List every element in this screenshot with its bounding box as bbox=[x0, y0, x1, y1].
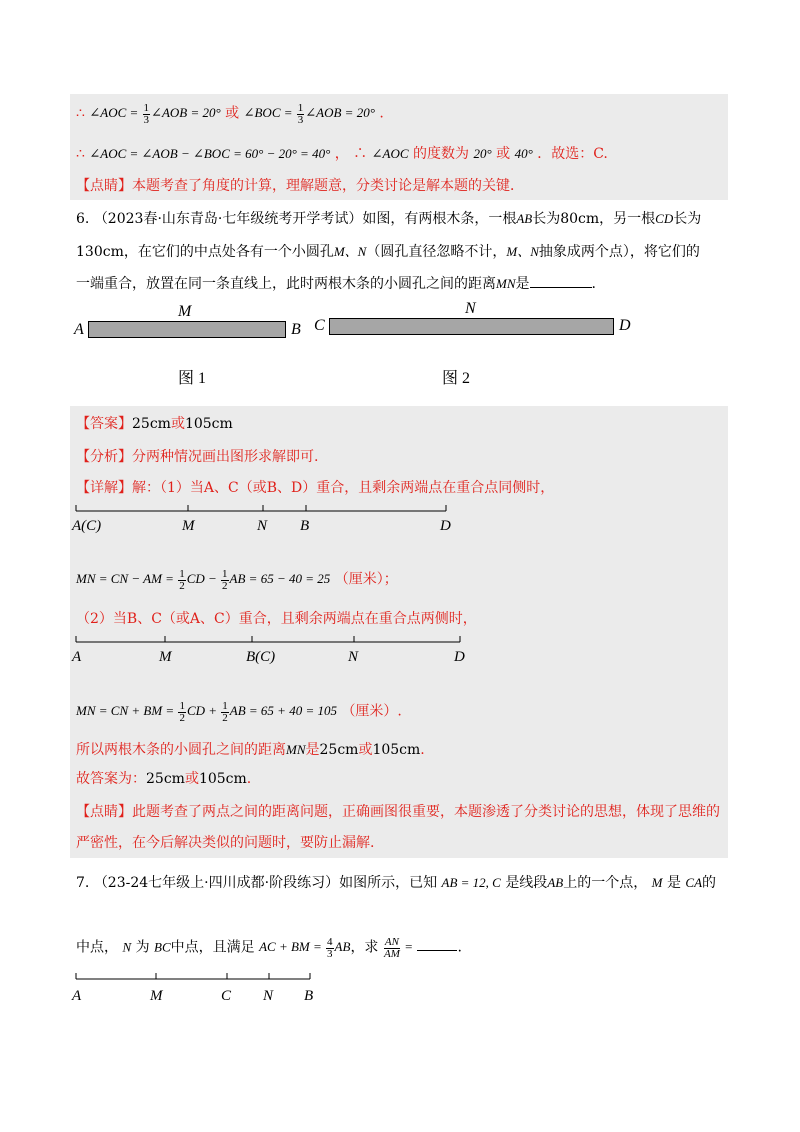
segment: AB bbox=[516, 211, 533, 226]
point-label: B(C) bbox=[246, 649, 276, 665]
given: AB = 12, C bbox=[441, 875, 501, 890]
answer-tag: 【答案】 bbox=[76, 416, 132, 432]
fig2-caption: 图 2 bbox=[442, 370, 471, 387]
point-label: B bbox=[300, 518, 310, 534]
ratio: $\frac{AN}{AM}$ = bbox=[383, 936, 413, 960]
equation: ∠AOC = ∠AOB − ∠BOC = 60° − 20° = 40° bbox=[89, 146, 331, 161]
segment: MN bbox=[286, 742, 306, 757]
equation: MN = CN − AM = $\frac{1}{2}$ CD − $\frac{1}{2}$ AB = 65 − 40 = 25 bbox=[76, 568, 331, 592]
note-line-1 bbox=[76, 802, 720, 822]
or-word: 或 bbox=[358, 742, 373, 758]
value: 25cm bbox=[319, 742, 359, 758]
value: 25cm bbox=[132, 416, 171, 432]
text: （23-24七年级上·四川成都·阶段练习）如图所示，已知 bbox=[93, 875, 438, 891]
value: 105cm bbox=[184, 416, 233, 432]
segment-diagram-q7 bbox=[70, 970, 330, 1006]
text: ，在它们的中点处各有一个小圆孔 bbox=[123, 244, 334, 260]
text: 抽象成两个点），将它们的 bbox=[538, 244, 700, 260]
final-answer-line bbox=[76, 769, 251, 789]
point-label: B bbox=[304, 988, 314, 1004]
therefore-symbol: ∴ bbox=[76, 146, 85, 162]
analysis-tag: 【分析】 bbox=[76, 449, 132, 465]
equation-case2 bbox=[76, 701, 402, 724]
point-label: D bbox=[454, 649, 465, 665]
fig2-label-d: D bbox=[619, 317, 631, 334]
equation: MN = CN + BM = $\frac{1}{2}$ CD + $\frac{1}{2}$ AB = 65 + 40 = 105 bbox=[76, 700, 337, 724]
q7-line-1 bbox=[76, 873, 716, 893]
text: ，求 bbox=[350, 939, 379, 956]
punct: . bbox=[246, 771, 252, 787]
value: 40° bbox=[514, 146, 533, 161]
detail-tag: 【详解】 bbox=[76, 480, 132, 496]
text: （圆孔直径忽略不计， bbox=[366, 244, 507, 260]
point-label: N bbox=[348, 649, 359, 665]
fig2-label-c: C bbox=[314, 317, 325, 334]
or-word: 或 bbox=[170, 416, 185, 432]
equation-case1 bbox=[76, 569, 398, 592]
fig1-label-a: A bbox=[74, 321, 84, 338]
segment: CA bbox=[685, 875, 703, 890]
point-label: M bbox=[182, 518, 195, 534]
note-line-2: 严密性，在今后解决类似的问题时，要防止漏解. bbox=[76, 835, 375, 851]
text: 是线段 bbox=[505, 875, 548, 891]
value: 80cm bbox=[560, 211, 600, 227]
note-tag: 【点睛】 bbox=[76, 804, 132, 820]
therefore-symbol: ∴ bbox=[76, 105, 85, 122]
detail-text: 解：（1）当A、C（或B、D）重合，且剩余两端点在重合点同侧时， bbox=[132, 480, 555, 496]
question-number: 7. bbox=[76, 875, 90, 891]
condition: AC + BM = $\frac{4}{3}$ AB bbox=[259, 936, 351, 960]
punct: . bbox=[379, 105, 384, 122]
text: ，另一根 bbox=[599, 211, 656, 227]
point: M bbox=[651, 875, 663, 890]
prev-line-1 bbox=[76, 103, 384, 126]
equation: ∠AOC = $\frac{1}{3}$ ∠AOB = 20° bbox=[89, 102, 221, 126]
fig1-label-m: M bbox=[178, 303, 192, 320]
text: ， ∴ bbox=[334, 146, 368, 162]
point-label: M bbox=[159, 649, 172, 665]
point-label: M bbox=[150, 988, 163, 1004]
point-label: A bbox=[72, 988, 82, 1004]
segment: MN bbox=[496, 276, 516, 291]
unit: （厘米）； bbox=[334, 571, 398, 588]
points: M、N bbox=[506, 244, 539, 259]
unit: （厘米）. bbox=[341, 703, 402, 720]
text: 是 bbox=[666, 875, 681, 891]
point-label: A bbox=[72, 649, 82, 665]
point-label: N bbox=[263, 988, 274, 1004]
fig2-label-n: N bbox=[465, 300, 476, 317]
text: 长为 bbox=[532, 211, 561, 227]
detail-line bbox=[76, 478, 554, 498]
point: N bbox=[122, 939, 132, 955]
points: M、N bbox=[333, 244, 367, 259]
text: 故答案为： bbox=[76, 771, 146, 787]
or-word: 或 bbox=[225, 105, 240, 122]
text: 上的一个点， bbox=[563, 875, 648, 891]
value: 105cm bbox=[372, 742, 421, 758]
segment: BC bbox=[154, 939, 171, 955]
q6-line-3 bbox=[76, 274, 596, 294]
point-label: D bbox=[440, 518, 451, 534]
note-tag: 【点睛】 bbox=[76, 178, 132, 194]
punct: . bbox=[591, 276, 596, 292]
text: 是 bbox=[305, 742, 320, 758]
text: 是 bbox=[515, 276, 530, 292]
q6-line-1 bbox=[76, 209, 701, 229]
analysis-line bbox=[76, 447, 318, 467]
prev-note bbox=[76, 176, 524, 196]
text: 所以两根木条的小圆孔之间的距离 bbox=[76, 742, 286, 758]
or-word: 或 bbox=[496, 146, 511, 162]
text: ．故选：C. bbox=[537, 146, 608, 162]
fig1-label-b: B bbox=[291, 321, 301, 338]
segment: AB bbox=[547, 875, 564, 890]
analysis-text: 分两种情况画出图形求解即可. bbox=[132, 449, 319, 465]
text: 中点，且满足 bbox=[170, 939, 255, 956]
or-word: 或 bbox=[184, 771, 199, 787]
punct: . bbox=[420, 742, 425, 758]
segment-diagram-case1 bbox=[70, 502, 470, 538]
angle: ∠AOC bbox=[371, 146, 409, 161]
point-label: C bbox=[221, 988, 232, 1004]
q6-line-2 bbox=[76, 242, 700, 262]
question-number: 6. bbox=[76, 211, 90, 227]
value: 105cm bbox=[198, 771, 247, 787]
text: 的度数为 bbox=[413, 146, 469, 162]
point-label: N bbox=[257, 518, 268, 534]
segment-diagram-case2 bbox=[70, 633, 470, 669]
q7-line-2 bbox=[76, 937, 462, 960]
answer-line bbox=[76, 414, 233, 434]
value: 25cm bbox=[146, 771, 185, 787]
value: 130cm bbox=[76, 244, 124, 260]
note-text: 此题考查了两点之间的距离问题，正确画图很重要，本题渗透了分类讨论的思想，体现了思维的 bbox=[132, 804, 720, 820]
text: 为 bbox=[135, 939, 150, 956]
answer-blank[interactable] bbox=[530, 287, 592, 288]
equation: ∠BOC = $\frac{1}{3}$ ∠AOB = 20° bbox=[243, 102, 375, 126]
text: 的 bbox=[702, 875, 717, 891]
text: 长为 bbox=[673, 211, 702, 227]
text: 一端重合，放置在同一条直线上，此时两根木条的小圆孔之间的距离 bbox=[76, 276, 496, 292]
text: 中点， bbox=[76, 939, 118, 956]
prev-line-2 bbox=[76, 144, 608, 164]
note-text: 本题考查了角度的计算，理解题意，分类讨论是解本题的关键． bbox=[132, 178, 524, 194]
point-label: A(C) bbox=[72, 518, 102, 534]
wood-strip-ab bbox=[88, 321, 286, 338]
value: 20° bbox=[473, 146, 492, 161]
segment: CD bbox=[655, 211, 674, 226]
answer-block bbox=[70, 406, 728, 858]
punct: . bbox=[457, 939, 462, 956]
case2-line: （2）当B、C（或A、C）重合，且剩余两端点在重合点两侧时， bbox=[76, 611, 477, 627]
wood-strip-cd bbox=[329, 318, 614, 335]
text: （2023春·山东青岛·七年级统考开学考试）如图，有两根木条，一根 bbox=[93, 211, 517, 227]
conclusion-line bbox=[76, 740, 425, 760]
fig1-caption: 图 1 bbox=[178, 370, 207, 387]
answer-blank[interactable] bbox=[417, 950, 457, 951]
